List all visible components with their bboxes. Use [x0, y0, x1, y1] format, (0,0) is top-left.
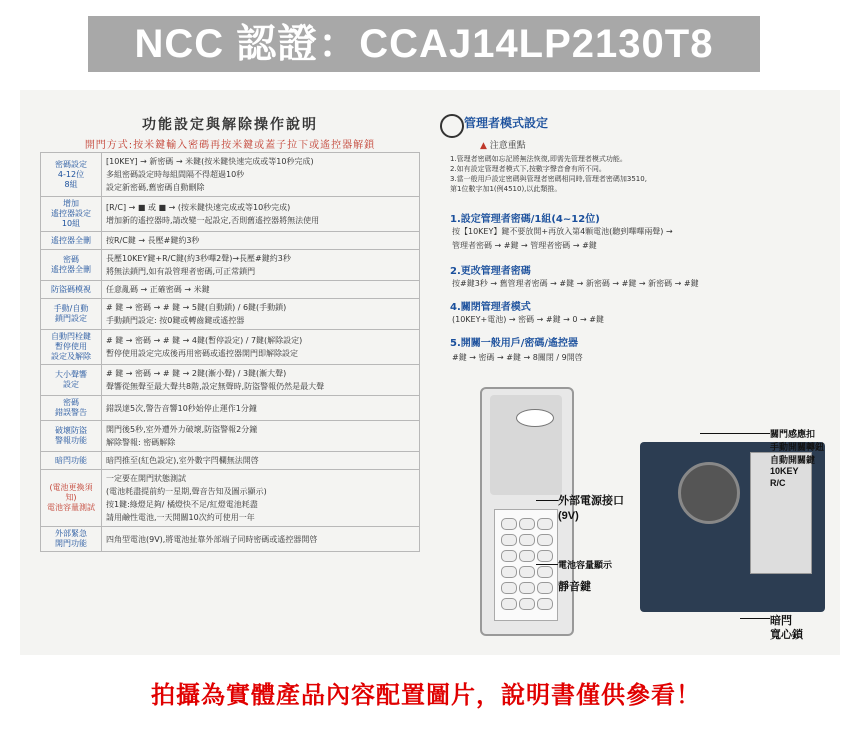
brand-logo: [516, 409, 554, 427]
function-row: [41, 365, 420, 396]
admin-face-icon: [440, 114, 464, 138]
function-description: 長壓10KEY鍵+R/C鍵(約3秒嗶2聲)→長壓#鍵約3秒 將無法鎖門,如有設管理者密碼,可正常鎖門: [102, 250, 420, 281]
warning-label: 注意重點: [489, 141, 526, 151]
admin-notes: [450, 154, 750, 194]
warning-icon: ▲: [480, 141, 487, 151]
keypad-key: [537, 598, 553, 610]
keypad-key: [537, 566, 553, 578]
keypad-key: [537, 550, 553, 562]
function-description: # 鍵 → 密碼 → # 鍵 → 4鍵(暫停設定) / 7鍵(解除設定) 暫停使用設定完成後再用密碼或遙控器開門即解除設定: [102, 330, 420, 365]
function-row: [41, 232, 420, 250]
tenkey-label: 10KEY: [770, 466, 799, 476]
leader-line: [536, 564, 558, 565]
function-label: 破壞防盜 警報功能: [41, 421, 102, 452]
note-line: 1.管理者密碼如忘記將無法恢復,即需先管理者模式功能。: [450, 155, 627, 163]
disclaimer-footer: 拍攝為實體產品內容配置圖片，說明書僅供參看！: [151, 680, 701, 709]
function-row: [41, 299, 420, 330]
keypad-key: [537, 518, 553, 530]
function-description: 四角型電池(9V),將電池扯靠外部端子同時密碼或遙控器開啓: [102, 527, 420, 552]
function-label: 防盜碼模視: [41, 281, 102, 299]
function-description: # 鍵 → 密碼 → # 鍵 → 5鍵(自動鎖) / 6鍵(手動鎖) 手動鎖門設定: 按0鍵或轉齒鍵或遙控器: [102, 299, 420, 330]
keypad-key: [501, 550, 517, 562]
function-description: [R/C] → ■ 或 ■ → (按米鍵快速完成或等10秒完成) 增加新的遙控器時,請改變一起設定,否則舊遙控器將無法使用: [102, 197, 420, 232]
leader-line: [536, 500, 558, 501]
function-label: (電池更換須知) 電池容量測試: [41, 470, 102, 527]
sensor-label: 關門感應扣: [770, 429, 816, 439]
keypad-key: [501, 582, 517, 594]
note-line: 3.當一般用戶設定密碼與管理者密碼相同時,管理者密碼加3510,: [450, 175, 647, 183]
dark-bolt-label-2: 寬心鎖: [770, 629, 803, 641]
function-table: [40, 152, 420, 552]
function-description: 開門後5秒,室外遭外力破壞,防盜警報2分鐘 解除警報: 密碼解除: [102, 421, 420, 452]
function-label: 密碼 錯誤警告: [41, 396, 102, 421]
function-label: 自動閂栓鍵 暫停使用 設定及解除: [41, 330, 102, 365]
auto-label: 自動開關鍵: [770, 455, 816, 465]
dark-bolt-label: 暗閂: [770, 615, 792, 627]
turn-knob: [678, 462, 740, 524]
section-line: 按【10KEY】鍵不要放開+再放入第4顆電池(聽到嗶嗶兩聲) →: [452, 227, 673, 236]
warning-line: [480, 138, 526, 151]
keypad-key: [501, 566, 517, 578]
battery-label: 電池容量顯示: [558, 560, 613, 570]
rc-label: R/C: [770, 478, 786, 488]
function-row: [41, 470, 420, 527]
admin-header: [440, 112, 560, 138]
function-description: [10KEY] → 新密碼 → 米鍵(按米鍵快速完成或等10秒完成) 多組密碼設定時每組間隔不得超過10秒 設定新密碼,舊密碼自動刪除: [102, 153, 420, 197]
keypad-key: [519, 550, 535, 562]
function-subtitle: 開門方式:按米鍵輸入密碼再按米鍵或蓋子拉下或遙控器解鎖: [84, 140, 376, 151]
section-title: 5.開關一般用戶/密碼/遙控器: [450, 338, 579, 349]
section-line: (10KEY+電池) → 密碼 → #鍵 → 0 → #鍵: [452, 315, 604, 324]
function-description: 暗閂推至(紅色設定),室外數字閂欄無法開啓: [102, 452, 420, 470]
ext-power-voltage: (9V): [558, 510, 579, 522]
admin-panel: [440, 112, 830, 642]
function-row: [41, 330, 420, 365]
function-label: 密碼 遙控器全刪: [41, 250, 102, 281]
mute-label: 靜音鍵: [558, 581, 591, 593]
function-row: [41, 153, 420, 197]
leader-line: [740, 618, 770, 619]
leader-line: [700, 433, 770, 434]
function-label: 大小聲響 設定: [41, 365, 102, 396]
function-label: 遙控器全刪: [41, 232, 102, 250]
section-title: 1.設定管理者密碼/1組(4~12位): [450, 214, 600, 225]
section-title: 4.關閉管理者模式: [450, 302, 531, 313]
keypad-key: [501, 598, 517, 610]
note-line: 第1位數字加1(例4510),以此類推。: [450, 185, 562, 193]
function-description: # 鍵 → 密碼 → # 鍵 → 2鍵(漸小聲) / 3鍵(漸大聲) 聲響從無聲至最大聲共8階,設定無聲時,防盜警報仍然是最大聲: [102, 365, 420, 396]
turn-label: 手動開關轉鈕: [770, 442, 825, 452]
keypad-key: [537, 534, 553, 546]
function-row: [41, 250, 420, 281]
keypad-key: [519, 534, 535, 546]
section-line: #鍵 → 密碼 → #鍵 → 8關閉 / 9開啓: [452, 353, 583, 362]
function-row: [41, 197, 420, 232]
keypad-key: [519, 518, 535, 530]
keypad-key: [519, 598, 535, 610]
section-line: 按#鍵3秒 → 舊管理者密碼 → #鍵 → 新密碼 → #鍵 → 新密碼 → #鍵: [452, 279, 699, 288]
section-line: 管理者密碼 → #鍵 → 管理者密碼 → #鍵: [452, 241, 597, 250]
function-label: 密碼設定 4-12位 8組: [41, 153, 102, 197]
function-title: 功能設定與解除操作說明: [142, 117, 318, 133]
certification-banner: NCC 認證：CCAJ14LP2130T8: [88, 16, 760, 72]
function-label: 外部緊急 開門功能: [41, 527, 102, 552]
admin-title: 管理者模式設定: [464, 116, 549, 130]
function-row: [41, 452, 420, 470]
function-description: 一定要在開門狀態測試 (電池耗盡提前約一星期,聲音告知及圖示顯示) 按1鍵:綠燈足夠/ 橘燈快不足/紅燈電池耗盡 請用鹼性電池,一天開關10次約可使用一年: [102, 470, 420, 527]
lock-cover: [490, 395, 562, 495]
function-description: 錯誤達5次,警告音響10秒始停止運作1分鐘: [102, 396, 420, 421]
function-row: [41, 281, 420, 299]
keypad-key: [537, 582, 553, 594]
section-title: 2.更改管理者密碼: [450, 266, 531, 277]
instruction-sheet: [20, 90, 840, 655]
function-row: [41, 421, 420, 452]
function-label: 增加 遙控器設定 10組: [41, 197, 102, 232]
function-row: [41, 396, 420, 421]
function-label: 暗閂功能: [41, 452, 102, 470]
function-row: [41, 527, 420, 552]
function-label: 手動/自動 鎖門設定: [41, 299, 102, 330]
function-description: 按R/C鍵 → 長壓#鍵約3秒: [102, 232, 420, 250]
note-line: 2.如有設定管理者模式下,按數字聲音會有所不同。: [450, 165, 606, 173]
function-description: 任意亂碼 → 正確密碼 → 米鍵: [102, 281, 420, 299]
keypad-key: [519, 582, 535, 594]
keypad-key: [519, 566, 535, 578]
ext-power-label: 外部電源接口: [558, 495, 624, 507]
function-panel: [40, 106, 420, 646]
keypad-key: [501, 518, 517, 530]
keypad-key: [501, 534, 517, 546]
keypad: [494, 509, 558, 621]
